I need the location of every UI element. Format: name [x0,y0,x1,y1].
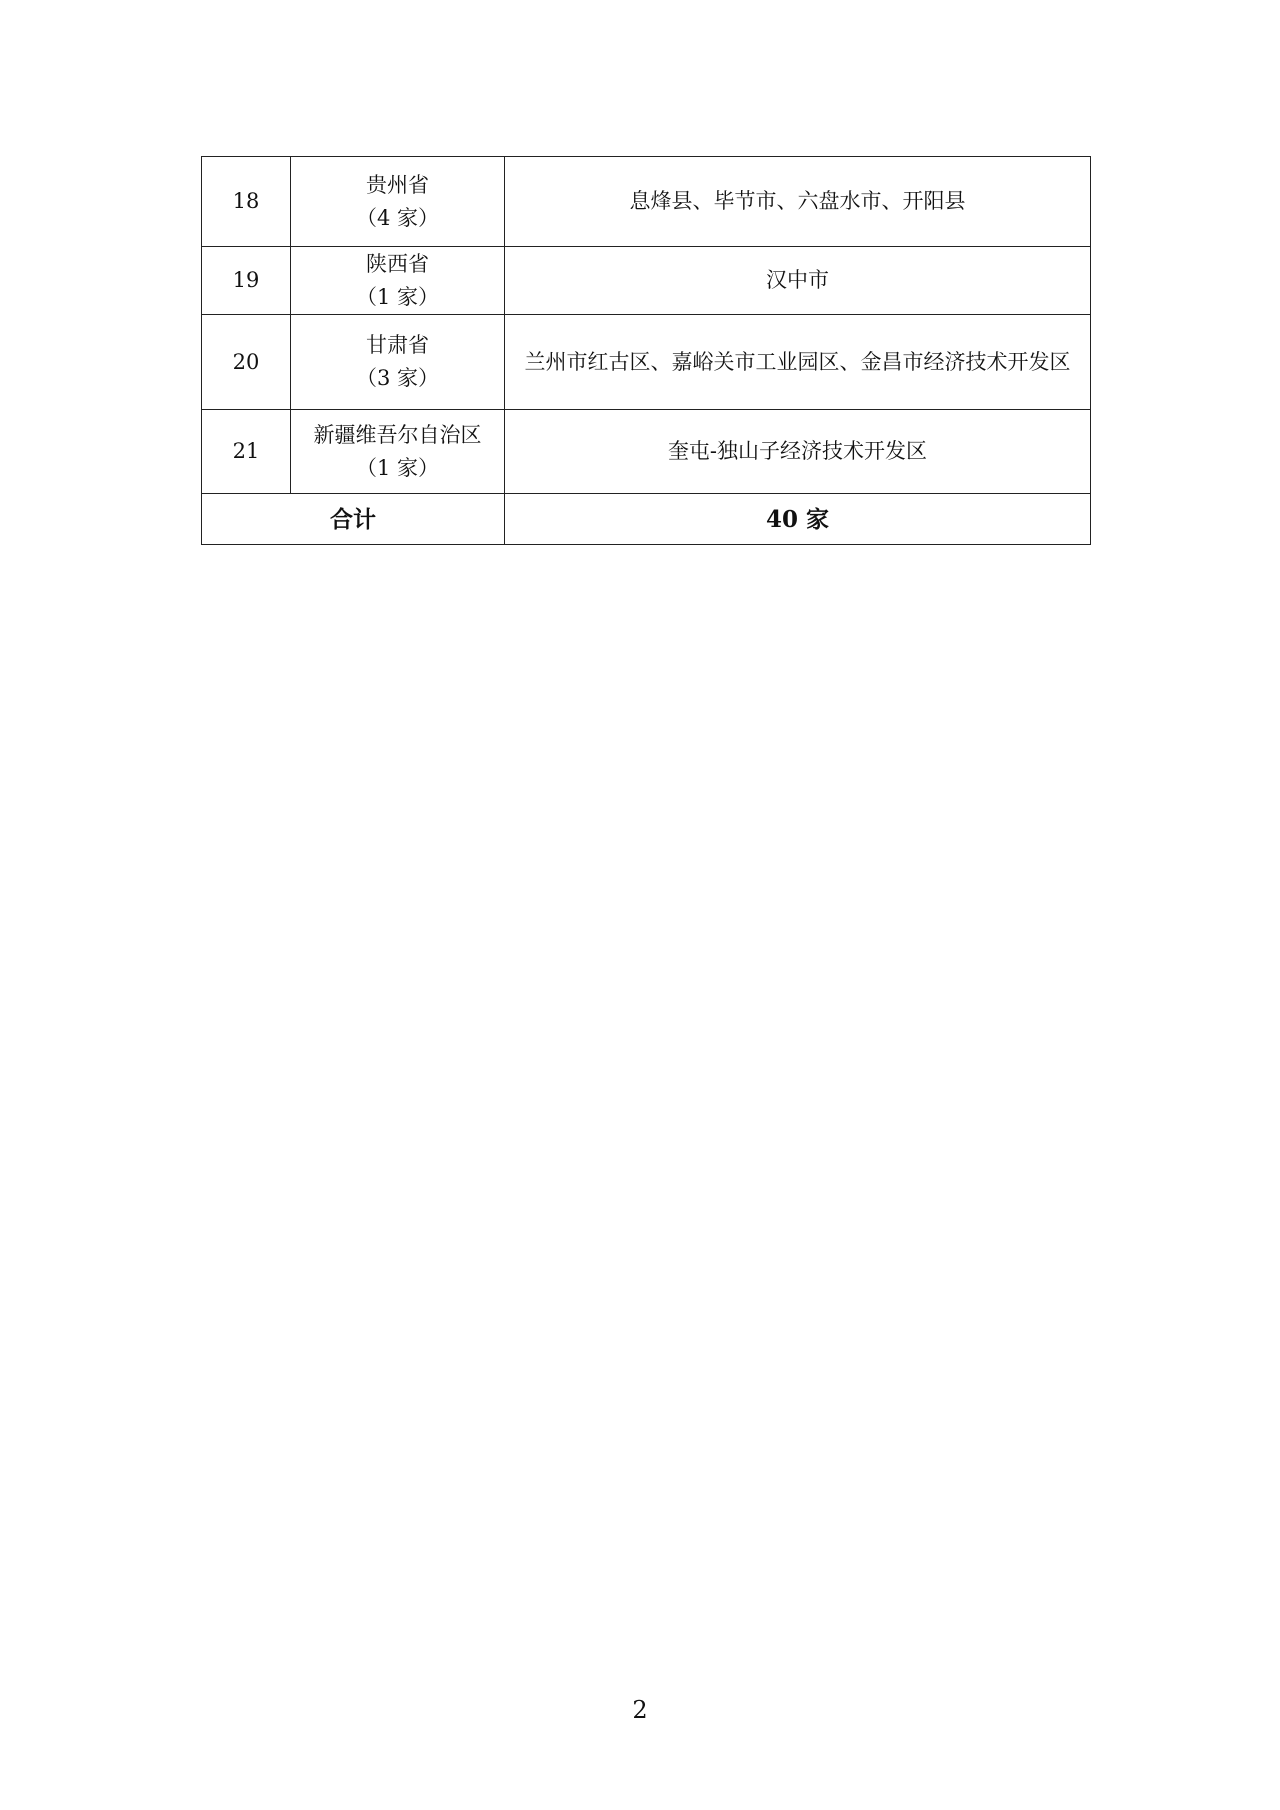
province-count: （3 家） [355,366,440,390]
province-count: （1 家） [355,455,440,480]
province-cell [291,410,505,494]
row-number: 19 [202,247,291,315]
table-row [202,410,1091,494]
province-count: （1 家） [355,284,440,309]
province-cell [291,247,505,315]
province-cell [291,157,505,247]
table-row [202,315,1091,410]
locations-cell: 奎屯-独山子经济技术开发区 [505,410,1091,494]
row-number: 21 [202,410,291,494]
total-label: 合计 [202,494,505,545]
province-count: （4 家） [355,205,440,230]
locations-cell: 汉中市 [505,247,1091,315]
row-number: 20 [202,315,291,410]
province-name: 贵州省 [366,172,429,197]
province-name: 新疆维吾尔自治区 [313,422,482,447]
total-value: 40 家 [505,494,1091,545]
locations-cell: 兰州市红古区、嘉峪关市工业园区、金昌市经济技术开发区 [505,315,1091,410]
row-number: 18 [202,157,291,247]
page-number: 2 [632,1696,648,1724]
regions-table [201,156,1091,545]
total-row [202,494,1091,545]
province-name: 陕西省 [366,251,429,276]
table-row [202,247,1091,315]
table-row [202,157,1091,247]
province-cell [291,315,505,410]
locations-cell: 息烽县、毕节市、六盘水市、开阳县 [505,157,1091,247]
province-name: 甘肃省 [366,333,429,357]
